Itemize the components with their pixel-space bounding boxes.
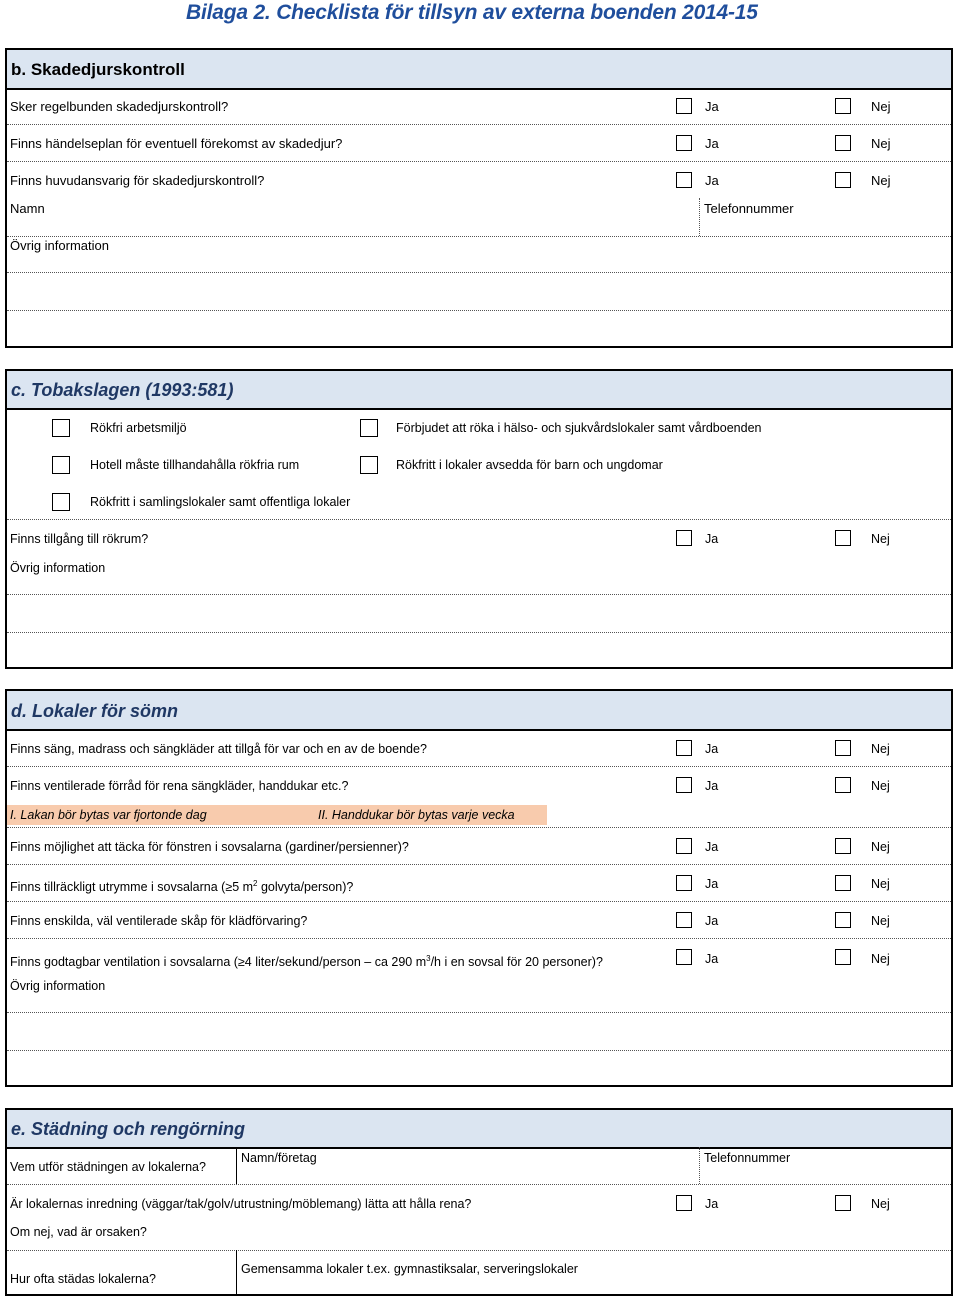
nej-label: Nej [871,952,890,966]
divider [7,1250,951,1251]
section-tobakslagen [5,369,953,669]
ja-checkbox[interactable] [676,949,692,965]
divider [7,272,951,273]
divider [7,766,951,767]
common-areas-label: Gemensamma lokaler t.ex. gymnastiksalar, serveringslokaler [241,1262,578,1276]
ja-checkbox[interactable] [676,1195,692,1211]
ja-label: Ja [705,173,719,188]
nej-checkbox[interactable] [835,98,851,114]
ja-checkbox[interactable] [676,98,692,114]
divider [7,938,951,939]
question-text [10,876,353,895]
ovrig-information-label: Övrig information [10,979,106,993]
nej-checkbox[interactable] [835,1195,851,1211]
ja-label: Ja [705,1197,719,1211]
ja-checkbox[interactable] [676,135,692,151]
divider [699,1147,700,1184]
nej-checkbox[interactable] [835,838,851,854]
divider [7,519,951,520]
question-part: Finns tillräckligt utrymme i sovsalarna (≥5 m [10,880,254,895]
option-label: Hotell måste tillhandahålla rökfria rum [90,458,300,472]
ja-checkbox[interactable] [676,912,692,928]
note-highlight [7,805,547,825]
option-label: Rökfritt i lokaler avsedda för barn och ungdomar [396,458,663,472]
question-text: Är lokalernas inredning (väggar/tak/golv/utrustning/möblemang) lätta att hålla rena? [10,1197,472,1211]
option-label: Rökfri arbetsmiljö [90,421,187,435]
question-text: Finns händelseplan för eventuell förekomst av skadedjur? [10,136,343,151]
namn-label: Namn [10,201,45,216]
divider [7,236,951,237]
question-text: Finns möjlighet att täcka för fönstren i sovsalarna (gardiner/persienner)? [10,840,409,854]
nej-label: Nej [871,532,890,546]
superscript: 3 [426,954,431,963]
section-stadning [5,1108,953,1296]
nej-checkbox[interactable] [835,172,851,188]
divider [7,1050,951,1051]
question-text: Om nej, vad är orsaken? [10,1225,147,1239]
question-text: Finns ventilerade förråd för rena sängkläder, handdukar etc.? [10,779,349,793]
nej-label: Nej [871,877,890,891]
divider [236,1250,237,1294]
nej-label: Nej [871,1197,890,1211]
ja-label: Ja [705,136,719,151]
nej-label: Nej [871,840,890,854]
section-skadedjurskontroll [5,48,953,348]
divider [7,901,951,902]
section-heading: c. Tobakslagen (1993:581) [7,371,951,410]
ja-checkbox[interactable] [676,838,692,854]
question-text [10,951,603,970]
question-text: Hur ofta städas lokalerna? [10,1272,156,1286]
question-text: Finns huvudansvarig för skadedjurskontroll? [10,173,265,188]
hotell-checkbox[interactable] [52,456,70,474]
page-title: Bilaga 2. Checklista för tillsyn av externa boenden 2014-15 [186,1,758,24]
nej-checkbox[interactable] [835,912,851,928]
ja-label: Ja [705,779,719,793]
namn-foretag-label: Namn/företag [241,1151,317,1165]
nej-label: Nej [871,173,891,188]
ja-checkbox[interactable] [676,530,692,546]
divider [7,594,951,595]
divider [7,1184,951,1185]
ja-label: Ja [705,877,719,891]
section-heading: d. Lokaler för sömn [7,691,951,731]
divider [7,124,951,125]
barn-ungdomar-checkbox[interactable] [360,456,378,474]
ovrig-information-label: Övrig information [10,561,106,575]
nej-label: Nej [871,914,890,928]
ja-checkbox[interactable] [676,172,692,188]
question-part: /h i en sovsal för 20 personer)? [430,955,603,970]
ja-label: Ja [705,742,719,756]
samlingslokaler-checkbox[interactable] [52,493,70,511]
question-part: golvyta/person)? [257,880,354,895]
ovrig-information-label: Övrig information [10,238,109,253]
question-text: Vem utför städningen av lokalerna? [10,1160,206,1174]
question-text: Finns enskilda, väl ventilerade skåp för klädförvaring? [10,914,308,928]
divider [7,632,951,633]
telefon-label: Telefonnummer [704,1151,791,1165]
note-lakan: I. Lakan bör bytas var fjortonde dag [10,808,207,822]
divider [7,864,951,865]
nej-label: Nej [871,99,891,114]
nej-checkbox[interactable] [835,135,851,151]
ja-checkbox[interactable] [676,875,692,891]
ja-label: Ja [705,914,719,928]
option-label: Rökfritt i samlingslokaler samt offentliga lokaler [90,495,351,509]
telefon-label: Telefonnummer [704,201,794,216]
question-text: Sker regelbunden skadedjurskontroll? [10,99,229,114]
divider [236,1147,237,1184]
forbjudet-checkbox[interactable] [360,419,378,437]
superscript: 2 [253,879,258,888]
rokfri-arbetsmiljo-checkbox[interactable] [52,419,70,437]
question-part: Finns godtagbar ventilation i sovsalarna (≥4 liter/sekund/person – ca 290 m [10,955,427,970]
nej-checkbox[interactable] [835,530,851,546]
option-label: Förbjudet att röka i hälso- och sjukvårdslokaler samt vårdboenden [396,421,762,435]
section-lokaler-for-somn [5,689,953,1087]
ja-label: Ja [705,840,719,854]
nej-checkbox[interactable] [835,740,851,756]
nej-label: Nej [871,136,891,151]
ja-label: Ja [705,532,719,546]
question-text: Finns säng, madrass och sängkläder att tillgå för var och en av de boende? [10,742,427,756]
nej-checkbox[interactable] [835,949,851,965]
nej-checkbox[interactable] [835,875,851,891]
note-handdukar: II. Handdukar bör bytas varje vecka [318,808,515,822]
section-heading: b. Skadedjurskontroll [7,50,951,90]
ja-label: Ja [705,99,719,114]
nej-label: Nej [871,779,890,793]
divider [7,310,951,311]
ja-checkbox[interactable] [676,777,692,793]
question-text: Finns tillgång till rökrum? [10,532,149,546]
nej-checkbox[interactable] [835,777,851,793]
ja-checkbox[interactable] [676,740,692,756]
ja-label: Ja [705,952,719,966]
divider [7,827,951,828]
divider [7,161,951,162]
nej-label: Nej [871,742,890,756]
section-heading: e. Städning och rengörning [7,1110,951,1149]
divider [7,1012,951,1013]
divider [699,198,700,236]
